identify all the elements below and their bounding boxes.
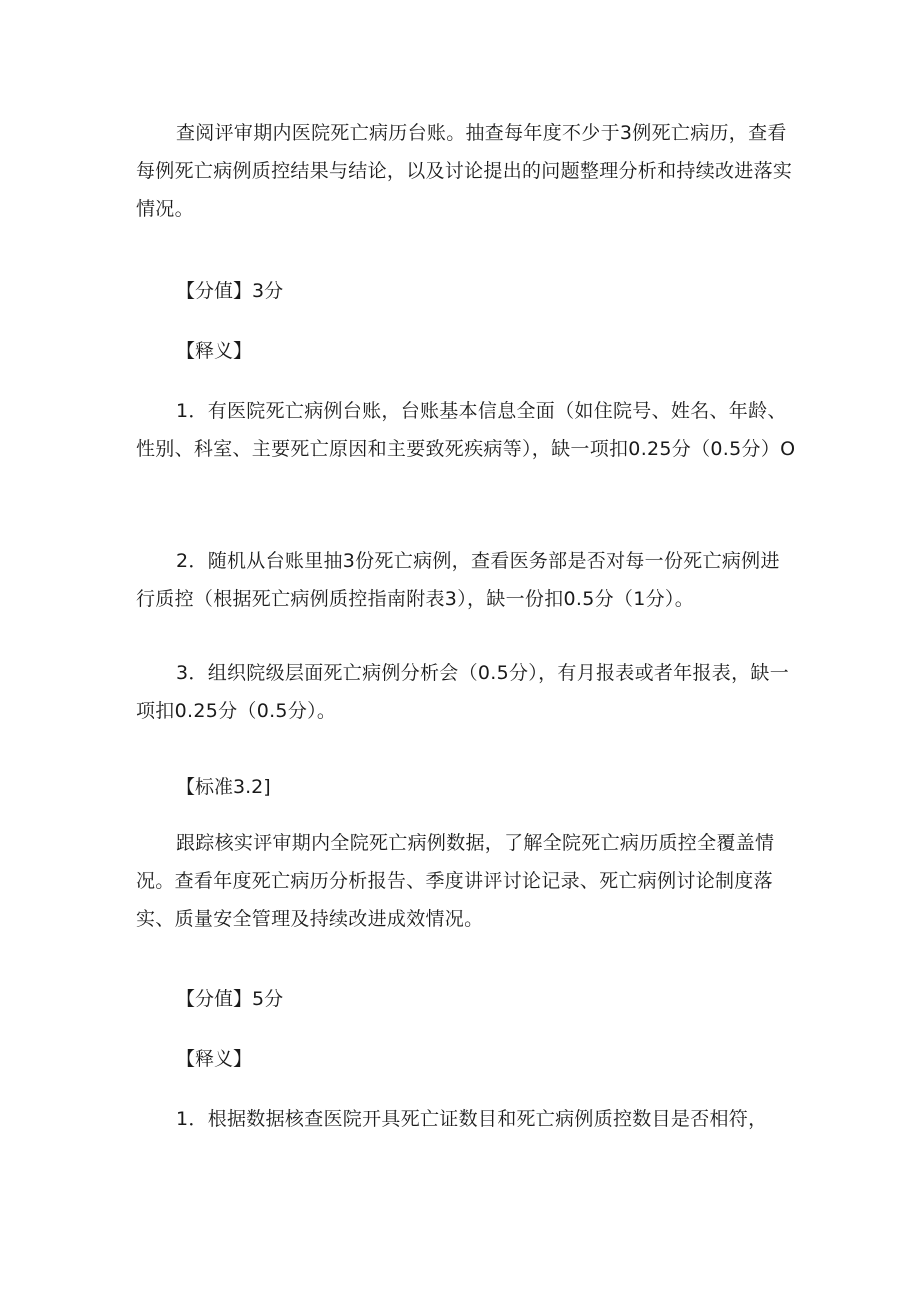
- paragraph-item-2-sampling: 2．随机从台账里抽3份死亡病例，查看医务部是否对每一份死亡病例进行质控（根据死亡病例质控指南附表3），缺一份扣0.5分（1分）。: [136, 550, 780, 610]
- heading-score-3: 【分值】3分: [176, 280, 284, 302]
- heading-score-5: 【分值】5分: [176, 988, 284, 1010]
- heading-interpretation-1: 【释义】: [176, 340, 253, 362]
- paragraph-item-1-ledger: 1．有医院死亡病例台账，台账基本信息全面（如住院号、姓名、年龄、性别、科室、主要死亡原因和主要致死疾病等），缺一项扣0.25分（0.5分）O: [136, 400, 796, 460]
- heading-standard-3-2: 【标准3.2]: [176, 776, 271, 798]
- paragraph-item-3-meeting: 3．组织院级层面死亡病例分析会（0.5分），有月报表或者年报表，缺一项扣0.25分（0.5分）。: [136, 662, 790, 722]
- heading-interpretation-2: 【释义】: [176, 1048, 253, 1070]
- paragraph-item-1-death-certificates: 1．根据数据核查医院开具死亡证数目和死亡病例质控数目是否相符，: [176, 1108, 768, 1130]
- paragraph-review-intro: 查阅评审期内医院死亡病历台账。抽查每年度不少于3例死亡病历，查看每例死亡病例质控结果与结论，以及讨论提出的问题整理分析和持续改进落实情况。: [136, 122, 793, 220]
- paragraph-tracking-verification: 跟踪核实评审期内全院死亡病例数据，了解全院死亡病历质控全覆盖情况。查看年度死亡病历分析报告、季度讲评讨论记录、死亡病例讨论制度落实、质量安全管理及持续改进成效情况。: [136, 832, 775, 930]
